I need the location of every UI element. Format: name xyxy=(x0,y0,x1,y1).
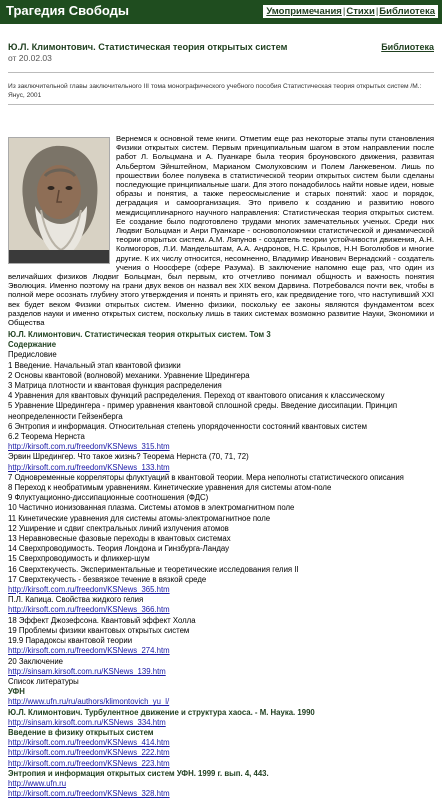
content-item: П.Л. Капица. Свойства жидкого гелия xyxy=(8,595,144,605)
content-item: 12 Уширение и сдвиг спектральных линий излучения атомов xyxy=(8,523,229,533)
content-item: 1 Введение. Начальный этап квантовой физики xyxy=(8,360,181,370)
nav-separator: | xyxy=(375,6,379,17)
content-item: 19 Проблемы физики квантовых открытых систем xyxy=(8,625,190,635)
content-item: 9 Флуктуационно-диссипационные соотношения (ФДС) xyxy=(8,493,209,503)
content-item: 15 Сверхпроводимость и фликкер-шум xyxy=(8,554,150,564)
content-link[interactable]: http://sinsam.kirsoft.com.ru/KSNews_334.htm xyxy=(8,717,166,727)
content-link[interactable]: http://kirsoft.com.ru/freedom/KSNews_366.htm xyxy=(8,605,170,615)
content-heading: Ю.Л. Климонтович. Турбулентное движение и структура хаоса. - М. Наука. 1990 xyxy=(8,707,315,717)
content-item: Предисловие xyxy=(8,350,57,360)
article-title: Ю.Л. Климонтович. Статистическая теория открытых систем xyxy=(8,42,288,52)
content-item: 14 Сверхпроводимость. Теория Лондона и Гинзбурга-Ландау xyxy=(8,544,230,554)
content-link[interactable]: http://sinsam.kirsoft.com.ru/KSNews_139.htm xyxy=(8,666,166,676)
content-item: 10 Частично ионизованная плазма. Системы атомов в электромагнитном поле xyxy=(8,503,295,513)
content-row xyxy=(8,646,434,656)
content-item: 19.9 Парадоксы квантовой теории xyxy=(8,636,133,646)
content-link[interactable]: http://www.ufn.ru xyxy=(8,778,67,788)
content-item: 16 Сверхтекучесть. Экспериментальные и теоретические исследования гелия II xyxy=(8,564,299,574)
content-item: 8 Переход к необратимым уравнениям. Кинетические уравнения для системы атом-поле xyxy=(8,483,332,493)
content-row xyxy=(8,718,434,728)
content-link[interactable]: http://kirsoft.com.ru/freedom/KSNews_315.htm xyxy=(8,442,170,452)
content-link[interactable]: http://kirsoft.com.ru/freedom/KSNews_274.htm xyxy=(8,646,170,656)
content-link[interactable]: http://kirsoft.com.ru/freedom/KSNews_133.htm xyxy=(8,462,170,472)
content-heading: Содержание xyxy=(8,340,57,350)
content-item: Список литературы xyxy=(8,676,79,686)
content-link[interactable]: http://kirsoft.com.ru/freedom/KSNews_328.htm xyxy=(8,789,170,799)
content-item: 13 Неравновесные фазовые переходы в квантовых системах xyxy=(8,534,231,544)
content-item: 5 Уравнение Шредингера - пример уравнения квантовой сплошной среды. Введение диссипации. Принцип неопределенности Гейзенберга xyxy=(8,401,398,421)
content-heading: Энтропия и информация открытых систем УФН. 1999 г. вып. 4, 443. xyxy=(8,768,269,778)
content-row xyxy=(8,667,434,677)
divider xyxy=(8,72,434,73)
content-link[interactable]: http://kirsoft.com.ru/freedom/KSNews_365.htm xyxy=(8,585,170,595)
content-item: 17 Сверхтекучесть - безвязкое течение в вязкой среде xyxy=(8,574,207,584)
article-date: от 20.02.03 xyxy=(8,53,52,63)
site-header xyxy=(0,0,442,24)
photo-spacer xyxy=(8,134,116,264)
content-item: 4 Уравнения для квантовых функций распределения. Переход от квантового описания к классическому xyxy=(8,391,385,401)
content-link[interactable]: http://www.ufn.ru/ru/authors/klimontovich_yu_l/ xyxy=(8,697,170,707)
content-row xyxy=(8,738,434,748)
content-item: 7 Одновременные корреляторы флуктуаций в квантовой теории. Мера неполноты статистического описания xyxy=(8,472,404,482)
content-heading: УФН xyxy=(8,687,25,697)
content-item: 3 Матрица плотности и квантовая функция распределения xyxy=(8,381,222,391)
library-link[interactable]: Библиотека xyxy=(381,42,434,52)
nav-link-poems[interactable]: Стихи xyxy=(346,6,375,17)
source-note: Из заключительной главы заключительного III тома монографического учебного пособия Статистическая теория открытых систем /М.: Янус, 2001 xyxy=(8,83,422,99)
article-body xyxy=(8,134,434,327)
content-item: 6.2 Теорема Нернста xyxy=(8,432,85,442)
content-row xyxy=(8,697,434,707)
top-nav xyxy=(263,5,438,18)
nav-link-notes[interactable]: Умопримечания xyxy=(266,6,342,17)
contents-section xyxy=(8,330,434,799)
content-row xyxy=(8,789,434,799)
content-item: 18 Эффект Джозефсона. Квантовый эффект Холла xyxy=(8,615,196,625)
content-link[interactable]: http://kirsoft.com.ru/freedom/KSNews_414.htm xyxy=(8,738,170,748)
content-item: 2 Основы квантовой (волновой) механики. Уравнение Шредингера xyxy=(8,370,250,380)
nav-separator: | xyxy=(342,6,346,17)
content-heading: Введение в физику открытых систем xyxy=(8,727,154,737)
content-row xyxy=(8,605,434,615)
nav-link-library[interactable]: Библиотека xyxy=(379,6,435,17)
article-body-text: Вернемся к основной теме книги. Отметим еще раз некоторые этапы пути становления Физики открытых систем. Первым принципиальным шагом в этом направлении после работ Л. Больцмана и А. Пуанкаре была теория броуновского движения, развитая Альбертом Эйнштейном, Марианом Смолуховским и Полем Ланжевеном. Лишь по прошествии более полувека в статистической теории открытых систем были сделаны последующие принципиальные шаги. Для этого понадобилось найти новые идеи, новые образы и понятия, а также переосмысление и старых понятий: хаос и порядок, деградация и самоорганизация. Это привело к созданию и развитию нового междисциплинарного научного направления: Статистическая теория открытых систем. Ее создание было подготовлено трудами многих замечательных ученых. Среди них Людвиг Больцман и Анри Пуанкаре - основоположники статистической и динамической теории открытых систем. А.М. Ляпунов - создатель теории устойчивости движения, А.Н. Колмогоров, Л.И. Мандельштам, А.А. Андронов, Н.С. Крылов, Н.Н Боголюбов и многие другие. К их числу относится, несомненно, Владимир Иванович Вернадский - создатель учения о Ноосфере (сфере Разума). В заключение напомню еще раз, что один из величайших физиков Людвиг Больцман, был первым, кто отчетливо понимал общность и важность понятия Эволюция. Именно поэтому на грани двух веков он назвал век XIX веком Дарвина. Потребовался почти век, чтобы в полной мере осознать глубину этого утверждения и понять и принять его, как предвидение того, что наступивший XXI век будет веком Физики открытых систем. Именно физики, поскольку ее законы являются фундаментом всех разделов науки и именно открытых систем, поскольку лишь в таких системах возможно развитие Науки, Экономики и Общества xyxy=(8,134,434,328)
content-link[interactable]: http://kirsoft.com.ru/freedom/KSNews_223.htm xyxy=(8,758,170,768)
content-row xyxy=(8,585,434,595)
content-row xyxy=(8,759,434,769)
content-item: 11 Кинетические уравнения для системы атомы-электромагнитное поле xyxy=(8,513,271,523)
divider xyxy=(8,104,434,105)
content-item: 6 Энтропия и информация. Относительная степень упорядоченности состояний квантовых систем xyxy=(8,421,368,431)
content-row xyxy=(8,748,434,758)
content-row xyxy=(8,442,434,452)
content-link[interactable]: http://kirsoft.com.ru/freedom/KSNews_222.htm xyxy=(8,748,170,758)
site-title[interactable]: Трагедия Свободы xyxy=(6,3,130,18)
article-header xyxy=(8,42,434,63)
content-heading: Ю.Л. Климонтович. Статистическая теория открытых систем. Том 3 xyxy=(8,330,271,339)
content-row xyxy=(8,463,434,473)
content-item: 20 Заключение xyxy=(8,656,64,666)
content-row xyxy=(8,779,434,789)
content-item: Эрвин Шредингер. Что такое жизнь? Теорема Нернста (70, 71, 72) xyxy=(8,452,249,462)
